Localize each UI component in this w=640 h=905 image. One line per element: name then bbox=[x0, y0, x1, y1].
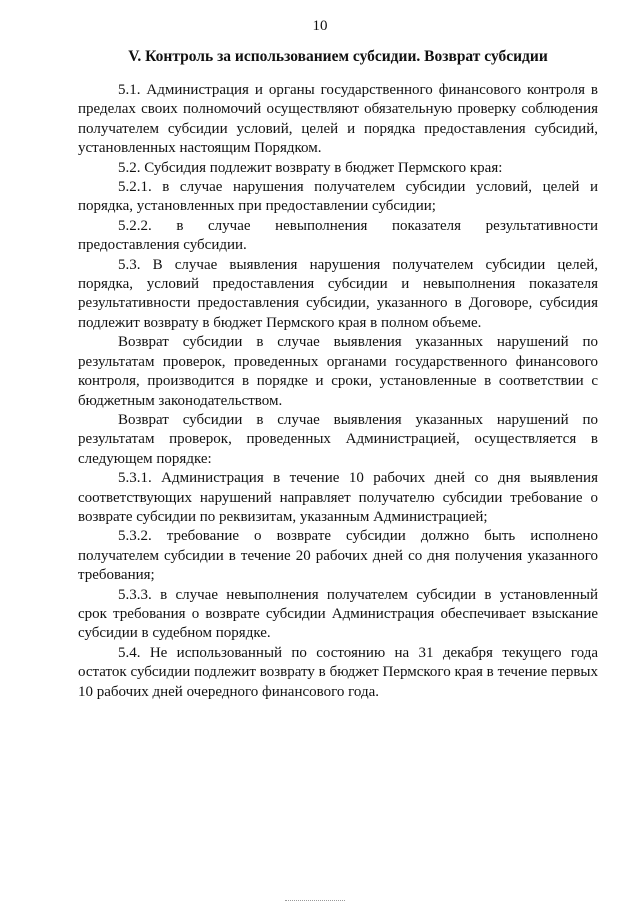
paragraph-5-3-1: 5.3.1. Администрация в течение 10 рабочих дней со дня выявления соответствующих нарушений направляет получателю субсидии требование о возврате субсидии по реквизитам, указанным Администрацией; bbox=[78, 470, 598, 525]
paragraph-5-3-3: 5.3.3. в случае невыполнения получателем субсидии в установленный срок требования о возврате субсидии Администрация обеспечивает взыскание субсидии в судебном порядке. bbox=[78, 586, 598, 642]
paragraph-5-2-2: 5.2.2. в случае невыполнения показателя результативности предоставления субсидии. bbox=[78, 217, 598, 254]
paragraph-5-3-2: 5.3.2. требование о возврате субсидии должно быть исполнено получателем субсидии в течение 20 рабочих дней со дня получения указанного требования; bbox=[78, 528, 598, 584]
paragraph-5-4: 5.4. Не использованный по состоянию на 31 декабря текущего года остаток субсидии подлежит возврату в бюджет Пермского края в течение первых 10 рабочих дней очередного финансового года. bbox=[78, 644, 598, 700]
footer-scan-mark bbox=[285, 900, 345, 901]
paragraph-5-2-1: 5.2.1. в случае нарушения получателем субсидии условий, целей и порядка, установленных при предоставлении субсидии; bbox=[78, 179, 598, 215]
document-body bbox=[78, 81, 598, 702]
page-number: 10 bbox=[312, 18, 328, 34]
paragraph-5-3: 5.3. В случае выявления нарушения получателем субсидии целей, порядка, условий предоставления субсидии и невыполнения показателя результативности предоставления субсидии, указанного в Договоре, субсидия подлежит возврату в бюджет Пермского края в полном объеме. bbox=[78, 256, 598, 331]
paragraph-return-state-control: Возврат субсидии в случае выявления указанных нарушений по результатам проверок, проведенных органами государственного финансового контроля, производится в порядке и сроки, установленные в соответствии с бюджетным законодательством. bbox=[78, 334, 598, 409]
paragraph-return-administration: Возврат субсидии в случае выявления указанных нарушений по результатам проверок, проведенных Администрацией, осуществляется в следующем порядке: bbox=[78, 411, 598, 467]
paragraph-5-1: 5.1. Администрация и органы государственного финансового контроля в пределах своих полномочий осуществляют обязательную проверку соблюдения получателем субсидии условий, целей и порядка предоставления субсидий, установленных настоящим Порядком. bbox=[78, 82, 598, 157]
paragraph-5-2: 5.2. Субсидия подлежит возврату в бюджет Пермского края: bbox=[118, 159, 503, 176]
section-heading: V. Контроль за использованием субсидии. Возврат субсидии bbox=[128, 48, 548, 65]
